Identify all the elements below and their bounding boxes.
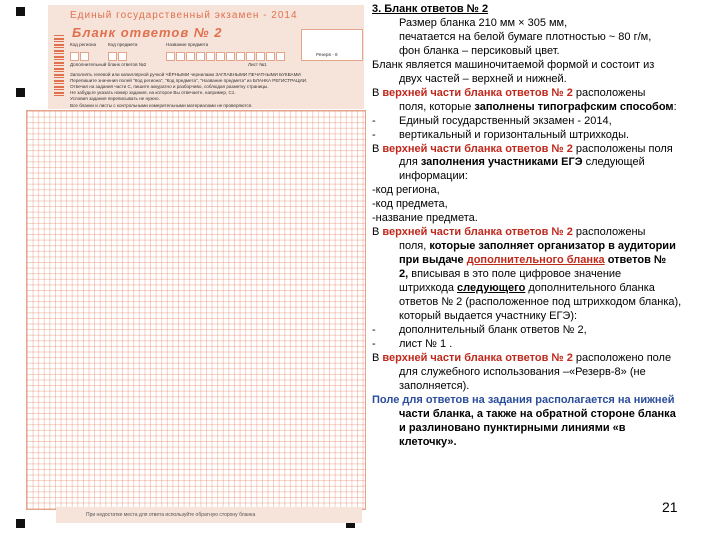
item-add-form bbox=[372, 324, 716, 338]
answer-form-image bbox=[8, 0, 362, 536]
upper-part-para-4 bbox=[372, 352, 716, 366]
upper-part-highlight: верхней части бланка ответов № 2 bbox=[382, 226, 573, 239]
issue-prefix: при выдаче bbox=[399, 254, 467, 267]
additional-form-highlight: дополнительного бланка bbox=[466, 254, 605, 267]
instruction-3: Отвечая на задания части С, пишите аккуратно и разборчиво, соблюдая разметку страницы. bbox=[70, 84, 269, 89]
two-comma: 2, bbox=[399, 268, 409, 281]
info-line: информации: bbox=[399, 170, 468, 183]
fields-prefix: поля, которые bbox=[399, 100, 475, 113]
answer-grid bbox=[26, 110, 366, 510]
in-word: В bbox=[372, 226, 383, 239]
form-name: Бланк ответов № 2 bbox=[72, 25, 223, 40]
item-add-form-text: дополнительный бланк ответов № 2, bbox=[399, 323, 587, 336]
subject-cells bbox=[108, 48, 128, 57]
located-field: расположено поле bbox=[572, 351, 672, 364]
bottom-line-4: клеточку». bbox=[399, 435, 457, 448]
code-region: -код региона, bbox=[372, 184, 440, 197]
service-line-1: для служебного использования –«Резерв-8» (не bbox=[399, 365, 646, 378]
item-exam-text: Единый государственный экзамен - 2014, bbox=[399, 114, 612, 127]
next-highlight: следующего bbox=[457, 282, 526, 295]
additional-form-label: Дополнительный бланк ответов №2 bbox=[70, 62, 147, 67]
item-exam bbox=[372, 115, 716, 129]
name-subject: -название предмета. bbox=[372, 212, 478, 225]
top-note: Все бланки и листы с контрольными измерительными материалами не проверяются. bbox=[70, 103, 253, 108]
color-line: фон бланка – персиковый цвет. bbox=[399, 44, 560, 57]
machine-line-2: двух частей – верхней и нижней. bbox=[399, 72, 567, 85]
located-word: расположены bbox=[572, 86, 646, 99]
dash: - bbox=[372, 114, 376, 127]
item-barcodes bbox=[372, 129, 716, 143]
code-subject: -код предмета, bbox=[372, 198, 448, 211]
for-filling-suffix: следующей bbox=[582, 156, 645, 169]
writes-in-line bbox=[372, 268, 716, 282]
upper-part-para-2 bbox=[372, 143, 716, 157]
region-cells bbox=[70, 48, 90, 57]
upper-part-highlight: верхней части бланка ответов № 2 bbox=[382, 351, 573, 364]
barcode-next-line bbox=[372, 282, 716, 296]
reserve-label: Резерв - 8 bbox=[316, 52, 338, 57]
in-word: В bbox=[372, 351, 383, 364]
description-text bbox=[372, 3, 716, 450]
in-word: В bbox=[372, 86, 383, 99]
organizer-highlight: которые заполняет организатор в аудитории bbox=[429, 240, 676, 253]
marker-square bbox=[16, 519, 25, 528]
section-title: 3. Бланк ответов № 2 bbox=[372, 3, 489, 15]
issue-suffix: ответов № bbox=[604, 254, 667, 267]
located-word: расположены bbox=[572, 226, 646, 239]
organizer-line bbox=[372, 240, 716, 254]
bottom-line-2: части бланка, а также на обратной стороне бланка bbox=[399, 407, 676, 420]
issued-line: который выдается участнику ЕГЭ): bbox=[399, 309, 578, 322]
paper-line: печатается на белой бумаге плотностью ~ 80 г/м, bbox=[399, 30, 652, 43]
item-sheet-one bbox=[372, 338, 716, 352]
dash: - bbox=[372, 337, 376, 350]
for-prefix: для bbox=[399, 156, 421, 169]
subject-label: Код предмета bbox=[108, 42, 138, 47]
marker-square bbox=[16, 88, 25, 97]
issue-line bbox=[372, 254, 716, 268]
located-fields: расположены поля bbox=[572, 142, 673, 155]
upper-part-para-1 bbox=[372, 87, 716, 101]
answers-located: ответов № 2 (расположенное под штрихкодом бланка), bbox=[399, 296, 682, 309]
item-barcodes-text: вертикальный и горизонтальный штрихкоды. bbox=[399, 128, 630, 141]
instruction-1: Заполнять гелевой или капиллярной ручкой ЧЁРНЫМИ чернилами ЗАГЛАВНЫМИ ПЕЧАТНЫМИ БУКВАМИ bbox=[70, 72, 301, 77]
instruction-2: Перепишите значения полей "Код региона", "Код предмета", "Название предмета" из БЛАНКА РЕГИСТРАЦИИ. bbox=[70, 78, 308, 83]
org-prefix: поля, bbox=[399, 240, 430, 253]
page-number: 21 bbox=[662, 499, 678, 515]
upper-part-para-3 bbox=[372, 226, 716, 240]
barcode-suffix: дополнительного бланка bbox=[525, 282, 655, 295]
form-footer bbox=[56, 507, 362, 523]
typographic-highlight: заполнены типографским способом bbox=[474, 100, 674, 113]
marker-square bbox=[16, 7, 25, 16]
vertical-barcode bbox=[54, 35, 64, 97]
instruction-5: Условия задания переписывать не нужно. bbox=[70, 96, 160, 101]
upper-part-highlight: верхней части бланка ответов № 2 bbox=[382, 86, 573, 99]
barcode-prefix: штрихкода bbox=[399, 282, 458, 295]
dash: - bbox=[372, 128, 376, 141]
for-filling-highlight: заполнения участниками ЕГЭ bbox=[420, 156, 583, 169]
in-word: В bbox=[372, 142, 383, 155]
footer-note: При недостатке места для ответа используйте обратную сторону бланка bbox=[86, 512, 256, 518]
subject-name-cells bbox=[166, 48, 286, 57]
subject-name-label: Название предмета bbox=[166, 42, 209, 47]
writes-in-text: вписывая в это поле цифровое значение bbox=[408, 268, 622, 281]
for-filling-line bbox=[372, 156, 716, 170]
item-sheet-one-text: лист № 1 . bbox=[399, 337, 453, 350]
bottom-line-3: и разлиновано пунктирными линиями «в bbox=[399, 421, 626, 434]
service-line-2: заполняется). bbox=[399, 379, 470, 392]
instruction-4: Не забудьте указать номер задания, на которое Вы отвечаете, например, С1. bbox=[70, 90, 236, 95]
form-header-title: Единый государственный экзамен - 2014 bbox=[70, 10, 298, 21]
form-header bbox=[48, 5, 364, 109]
sheet-label: Лист №1 bbox=[248, 62, 267, 67]
upper-part-highlight: верхней части бланка ответов № 2 bbox=[382, 142, 573, 155]
region-label: Код региона bbox=[70, 42, 97, 47]
size-line: Размер бланка 210 мм × 305 мм, bbox=[399, 16, 568, 29]
bottom-line-1: Поле для ответов на задания располагается на нижней bbox=[372, 393, 675, 406]
colon: : bbox=[673, 100, 677, 113]
dash: - bbox=[372, 323, 376, 336]
machine-line-1: Бланк является машиночитаемой формой и состоит из bbox=[372, 58, 655, 71]
typographic-line bbox=[372, 101, 716, 115]
